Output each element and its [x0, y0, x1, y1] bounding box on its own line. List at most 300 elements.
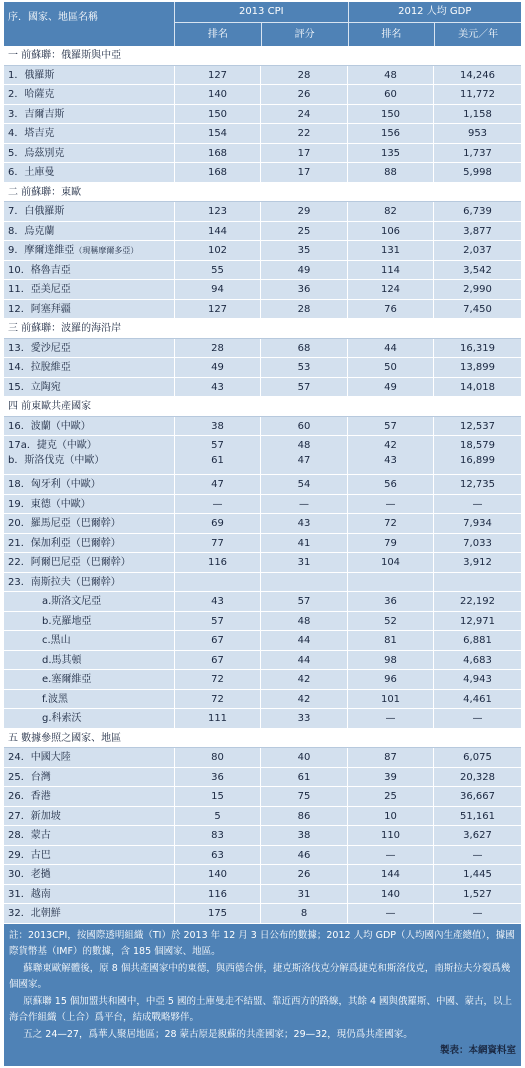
- cpi-rank-cell: 94: [175, 280, 261, 299]
- gdp-rank-cell: 110: [348, 826, 434, 845]
- row-name: 25．台灣: [8, 771, 51, 783]
- cpi-score-cell: 68: [261, 339, 348, 358]
- cpi-rank-cell: 47: [175, 475, 261, 494]
- gdp-value-cell: 12,537: [460, 420, 495, 432]
- gdp-rank-cell: 96: [348, 670, 434, 689]
- gdp-rank-cell: —: [348, 846, 434, 865]
- section-header: [4, 183, 521, 203]
- row-name-cell: [4, 163, 175, 182]
- cpi-rank-cell: 36: [175, 768, 261, 787]
- section-title: 四 前東歐共產國家: [8, 401, 92, 412]
- gdp-value-cell: 2,037: [463, 245, 492, 256]
- row-name: 27．新加坡: [8, 810, 61, 822]
- cpi-rank-cell: 154: [175, 124, 261, 143]
- gdp-value-cell: 3,627: [463, 830, 492, 841]
- cpi-score-cell: 43: [261, 514, 348, 533]
- table-row: [4, 358, 521, 378]
- cpi-score-cell: 22: [261, 124, 348, 143]
- cpi-rank-cell: 38: [175, 417, 261, 436]
- row-name-cell: [4, 495, 175, 514]
- gdp-value-cell: 1,445: [463, 869, 492, 880]
- cpi-score-cell: 42: [261, 670, 348, 689]
- table-row: [4, 846, 521, 866]
- gdp-rank-cell: 25: [348, 787, 434, 806]
- row-name-cell: [4, 417, 175, 436]
- table-row: [4, 807, 521, 827]
- gdp-value-cell: 1,527: [463, 888, 492, 900]
- row-name-cell: [4, 105, 175, 124]
- table-row: [4, 865, 521, 885]
- cpi-score-cell: 44: [261, 631, 348, 650]
- cpi-score-cell: 44: [261, 651, 348, 670]
- cpi-score-cell: 53: [261, 358, 348, 377]
- row-name-cell: [4, 358, 175, 377]
- gdp-value-cell: 7,033: [463, 537, 492, 549]
- cpi-rank-cell: 49: [175, 358, 261, 377]
- row-name: 30．老撾: [8, 869, 51, 880]
- cpi-score-cell: 17: [261, 144, 348, 163]
- row-name: 9．摩爾達維亞: [8, 245, 75, 256]
- gdp-value-cell: [434, 436, 521, 474]
- row-name: e.塞爾維亞: [42, 674, 92, 685]
- gdp-rank-cell: 60: [348, 85, 434, 104]
- table-row: [4, 300, 521, 320]
- cell-value: 16,899: [460, 455, 495, 466]
- table-row: [4, 436, 521, 475]
- section-header: [4, 319, 521, 339]
- gdp-rank-cell: 140: [348, 885, 434, 904]
- gdp-rank-cell: 57: [348, 417, 434, 436]
- cpi-score-cell: 49: [261, 261, 348, 280]
- gdp-rank-cell: 150: [348, 105, 434, 124]
- gdp-value-cell: 22,192: [460, 596, 495, 607]
- cpi-rank-cell: 67: [175, 631, 261, 650]
- gdp-value-cell: 20,328: [460, 771, 495, 783]
- cpi-rank-cell: [175, 436, 261, 474]
- row-name: b.克羅地亞: [42, 615, 92, 627]
- gdp-rank-cell: 101: [348, 690, 434, 709]
- cpi-rank-cell: 55: [175, 261, 261, 280]
- row-name: 13．愛沙尼亞: [8, 342, 71, 354]
- table-header: [4, 2, 521, 46]
- cpi-score-cell: 46: [261, 846, 348, 865]
- cpi-score-cell: 48: [261, 612, 348, 631]
- row-name: 12．阿塞拜疆: [8, 303, 71, 315]
- table-row: [4, 163, 521, 183]
- row-name-cell: [4, 748, 175, 767]
- cpi-rank-cell: 127: [175, 66, 261, 85]
- row-name-cell: [4, 300, 175, 319]
- cpi-rank-cell: 116: [175, 885, 261, 904]
- gdp-value-cell: 1,158: [463, 108, 492, 120]
- table-row: [4, 222, 521, 242]
- cpi-rank-cell: 144: [175, 222, 261, 241]
- table-row: [4, 144, 521, 164]
- table-row: [4, 553, 521, 573]
- row-name-cell: [4, 534, 175, 553]
- table-body: [4, 46, 521, 924]
- section-title: 一 前蘇聯：俄羅斯與中亞: [8, 50, 122, 61]
- cpi-rank-cell: 140: [175, 865, 261, 884]
- row-name-cell: [4, 378, 175, 397]
- row-name: d.馬其頓: [42, 654, 82, 666]
- note-line: 蘇聯東歐解體後，原 8 個共產國家中的東德，與西德合併，捷克斯洛伐克分解爲捷克和斯洛伐克，南斯拉夫分裂爲幾個國家。: [9, 962, 511, 990]
- gdp-rank-cell: 88: [348, 163, 434, 182]
- gdp-rank-cell: [348, 573, 434, 592]
- gdp-rank-cell: 124: [348, 280, 434, 299]
- row-name-cell: [4, 475, 175, 494]
- cpi-score-cell: 28: [261, 300, 348, 319]
- cpi-score-cell: 25: [261, 222, 348, 241]
- row-name-cell: [4, 670, 175, 689]
- row-name-cell: [4, 690, 175, 709]
- gdp-rank-cell: 39: [348, 768, 434, 787]
- row-name-cell: [4, 651, 175, 670]
- gdp-rank-cell: 87: [348, 748, 434, 767]
- row-name-cell: [4, 885, 175, 904]
- gdp-rank-cell: 135: [348, 144, 434, 163]
- gdp-value-cell: 1,737: [463, 147, 492, 159]
- cpi-rank-cell: 140: [175, 85, 261, 104]
- cpi-score-cell: 36: [261, 280, 348, 299]
- cpi-rank-cell: 72: [175, 690, 261, 709]
- row-name: 6．土庫曼: [8, 167, 55, 178]
- cpi-score-cell: 61: [261, 768, 348, 787]
- gdp-rank-cell: 44: [348, 339, 434, 358]
- gdp-value-cell: 6,739: [463, 206, 492, 217]
- table-row: [4, 417, 521, 437]
- gdp-rank-cell: 50: [348, 358, 434, 377]
- row-name: 4．塔吉克: [8, 128, 55, 139]
- row-name: 24．中國大陸: [8, 752, 71, 763]
- cpi-score-cell: 24: [261, 105, 348, 124]
- gdp-rank-cell: 49: [348, 378, 434, 397]
- table-credit: 製表：本網資料室: [439, 1045, 516, 1056]
- note-line: 原蘇聯 15 個加盟共和國中，中亞 5 國的土庫曼走不結盟、靠近西方的路線，其餘 4 國與俄羅斯、中國、蒙古，以上海合作組織（上合）爲平台，結成戰略夥伴。: [9, 995, 513, 1023]
- cpi-score-cell: [261, 573, 348, 592]
- gdp-rank-cell: 81: [348, 631, 434, 650]
- row-name: 14．拉脫維亞: [8, 362, 71, 373]
- row-name: f.波黑: [42, 693, 68, 705]
- table-row: [4, 651, 521, 671]
- row-name-cell: [4, 573, 175, 592]
- cpi-score-cell: 33: [261, 709, 348, 728]
- header-gdp-rank: 排名: [349, 23, 436, 46]
- gdp-rank-cell: 114: [348, 261, 434, 280]
- table-row: [4, 280, 521, 300]
- table-row: [4, 261, 521, 281]
- row-name-cell: [4, 807, 175, 826]
- row-name: 8．烏克蘭: [8, 225, 55, 237]
- gdp-rank-cell: 156: [348, 124, 434, 143]
- cpi-rank-cell: 43: [175, 592, 261, 611]
- header-cpi-rank: 排名: [175, 23, 262, 46]
- gdp-value-cell: 2,990: [463, 284, 492, 295]
- row-name: 20．羅馬尼亞（巴爾幹）: [8, 518, 121, 529]
- row-name: c.黑山: [42, 635, 71, 646]
- gdp-value-cell: —: [472, 713, 483, 724]
- cpi-rank-cell: 116: [175, 553, 261, 572]
- row-name-note: （現稱摩爾多亞）: [74, 246, 139, 255]
- row-name-cell: [4, 514, 175, 533]
- gdp-value-cell: 13,899: [460, 362, 495, 373]
- gdp-rank-cell: —: [348, 904, 434, 923]
- row-name: 28．蒙古: [8, 830, 51, 841]
- cpi-rank-cell: —: [175, 495, 261, 514]
- cpi-rank-cell: 67: [175, 651, 261, 670]
- data-table: [4, 2, 521, 1066]
- cpi-rank-cell: 63: [175, 846, 261, 865]
- table-row: [4, 690, 521, 710]
- cpi-score-cell: 31: [261, 553, 348, 572]
- table-row: [4, 202, 521, 222]
- cpi-rank-cell: 80: [175, 748, 261, 767]
- table-row: [4, 124, 521, 144]
- row-name: 16．波蘭（中歐）: [8, 420, 91, 432]
- gdp-value-cell: 6,881: [463, 635, 492, 646]
- cpi-rank-cell: 150: [175, 105, 261, 124]
- row-name: 15．立陶宛: [8, 381, 61, 393]
- gdp-rank-cell: 76: [348, 300, 434, 319]
- row-name: g.科索沃: [42, 713, 82, 724]
- row-name: 11．亞美尼亞: [8, 284, 71, 295]
- header-gdp-value: 美元／年: [458, 29, 499, 40]
- cpi-score-cell: 8: [261, 904, 348, 923]
- table-row: [4, 670, 521, 690]
- gdp-rank-cell: —: [348, 709, 434, 728]
- table-row: [4, 709, 521, 729]
- cpi-score-cell: 60: [261, 417, 348, 436]
- row-name-cell: [4, 865, 175, 884]
- row-name: 5．烏茲別克: [8, 147, 65, 159]
- row-name: 23．南斯拉夫（巴爾幹）: [8, 576, 121, 588]
- gdp-value-cell: 12,971: [460, 615, 495, 627]
- gdp-rank-cell: 131: [348, 241, 434, 260]
- table-row: [4, 885, 521, 905]
- table-row: [4, 495, 521, 515]
- row-name-cell: [4, 592, 175, 611]
- gdp-value-cell: [434, 573, 521, 592]
- gdp-value-cell: —: [472, 498, 483, 510]
- row-name-cell: [4, 202, 175, 221]
- row-name-cell: [4, 124, 175, 143]
- row-name: 18．匈牙利（中歐）: [8, 479, 101, 490]
- row-name-cell: [4, 241, 175, 260]
- notes-box: [4, 924, 521, 1066]
- cpi-score-cell: 75: [261, 787, 348, 806]
- cpi-rank-cell: 168: [175, 144, 261, 163]
- row-name: 26．香港: [8, 791, 51, 802]
- cpi-score-cell: 17: [261, 163, 348, 182]
- gdp-value-cell: 7,450: [463, 303, 492, 315]
- cpi-score-cell: 42: [261, 690, 348, 709]
- row-name-cell: [4, 85, 175, 104]
- table-row: [4, 514, 521, 534]
- table-row: [4, 768, 521, 788]
- gdp-value-cell: 11,772: [460, 89, 495, 100]
- table-row: [4, 66, 521, 86]
- gdp-value-cell: 12,735: [460, 479, 495, 490]
- section-title: 二 前蘇聯：東歐: [8, 186, 82, 198]
- cpi-rank-cell: 168: [175, 163, 261, 182]
- cpi-score-cell: 54: [261, 475, 348, 494]
- row-name-cell: [4, 280, 175, 299]
- row-name-cell: [4, 612, 175, 631]
- row-name: a.斯洛文尼亞: [42, 596, 102, 607]
- table-row: [4, 534, 521, 554]
- gdp-value-cell: 36,667: [460, 791, 495, 802]
- gdp-value-cell: 3,542: [463, 264, 492, 276]
- cell-value: 57: [211, 440, 224, 451]
- row-name-cell: [4, 826, 175, 845]
- table-row: [4, 573, 521, 593]
- cpi-rank-cell: 43: [175, 378, 261, 397]
- gdp-value-cell: 7,934: [463, 518, 492, 529]
- header-cpi-group: [175, 2, 349, 46]
- cpi-rank-cell: 72: [175, 670, 261, 689]
- cpi-rank-cell: 77: [175, 534, 261, 553]
- row-name: 7．白俄羅斯: [8, 206, 65, 217]
- gdp-rank-cell: 106: [348, 222, 434, 241]
- gdp-value-cell: 51,161: [460, 810, 495, 822]
- row-name: 22．阿爾巴尼亞（巴爾幹）: [8, 557, 131, 568]
- row-name: 3．吉爾吉斯: [8, 108, 65, 120]
- row-name-cell: [4, 904, 175, 923]
- cpi-score-cell: 26: [261, 865, 348, 884]
- section-title: 五 數據參照之國家、地區: [8, 732, 122, 744]
- gdp-value-cell: 3,877: [463, 225, 492, 237]
- gdp-rank-cell: 72: [348, 514, 434, 533]
- cpi-rank-cell: 123: [175, 202, 261, 221]
- table-row: [4, 631, 521, 651]
- table-row: [4, 105, 521, 125]
- table-row: [4, 787, 521, 807]
- row-name: 2．哈薩克: [8, 89, 55, 100]
- table-row: [4, 826, 521, 846]
- row-name: 21．保加利亞（巴爾幹）: [8, 537, 121, 549]
- table-row: [4, 904, 521, 924]
- cpi-score-cell: 26: [261, 85, 348, 104]
- cpi-score-cell: 38: [261, 826, 348, 845]
- header-gdp-title: 2012 人均 GDP: [349, 2, 522, 23]
- row-name-cell: [4, 144, 175, 163]
- section-title: 三 前蘇聯：波羅的海沿岸: [8, 323, 122, 334]
- cpi-rank-cell: 5: [175, 807, 261, 826]
- row-name: 29．古巴: [8, 849, 51, 861]
- gdp-rank-cell: [348, 436, 434, 474]
- cpi-rank-cell: 102: [175, 241, 261, 260]
- row-name-cell: [4, 66, 175, 85]
- cpi-rank-cell: [175, 573, 261, 592]
- row-name-cell: [4, 222, 175, 241]
- cpi-rank-cell: 69: [175, 514, 261, 533]
- cpi-score-cell: 29: [261, 202, 348, 221]
- row-name: 31．越南: [8, 888, 51, 900]
- cell-value: 18,579: [460, 440, 495, 451]
- row-name-cell: [4, 768, 175, 787]
- cpi-rank-cell: 175: [175, 904, 261, 923]
- gdp-value-cell: 4,943: [463, 674, 492, 685]
- row-name: 10．格魯吉亞: [8, 264, 71, 276]
- gdp-value-cell: —: [472, 849, 483, 861]
- cpi-score-cell: —: [261, 495, 348, 514]
- gdp-value-cell: 14,246: [460, 69, 495, 81]
- cell-value: 43: [384, 455, 397, 466]
- gdp-rank-cell: 82: [348, 202, 434, 221]
- table-row: [4, 592, 521, 612]
- row-name: 32．北朝鮮: [8, 908, 61, 919]
- gdp-value-cell: 3,912: [463, 557, 492, 568]
- cell-value: 47: [297, 455, 311, 466]
- cpi-score-cell: 31: [261, 885, 348, 904]
- row-name-cell: [4, 339, 175, 358]
- section-header: [4, 729, 521, 749]
- gdp-value-cell: 5,998: [463, 167, 492, 178]
- gdp-rank-cell: 52: [348, 612, 434, 631]
- gdp-rank-cell: 36: [348, 592, 434, 611]
- table-row: [4, 475, 521, 495]
- row-name: b．斯洛伐克（中歐）: [8, 455, 105, 466]
- table-row: [4, 339, 521, 359]
- table-row: [4, 612, 521, 632]
- gdp-value-cell: 16,319: [460, 342, 495, 354]
- table-row: [4, 85, 521, 105]
- gdp-value-cell: 14,018: [460, 381, 495, 393]
- cpi-rank-cell: 28: [175, 339, 261, 358]
- note-line: 五之 24—27，爲華人聚居地區；28 蒙古原是親蘇的共產國家；29—32，現仍爲共產國家。: [23, 1028, 413, 1040]
- row-name-cell: [4, 709, 175, 728]
- cpi-score-cell: 57: [261, 378, 348, 397]
- row-name-cell: [4, 631, 175, 650]
- cpi-score-cell: 40: [261, 748, 348, 767]
- gdp-rank-cell: 48: [348, 66, 434, 85]
- gdp-rank-cell: —: [348, 495, 434, 514]
- row-name-cell: [4, 787, 175, 806]
- gdp-rank-cell: 98: [348, 651, 434, 670]
- header-gdp-group: [349, 2, 522, 46]
- header-cpi-score: 評分: [294, 29, 315, 40]
- cpi-rank-cell: 83: [175, 826, 261, 845]
- table-row: [4, 378, 521, 398]
- cpi-score-cell: 57: [261, 592, 348, 611]
- gdp-rank-cell: 56: [348, 475, 434, 494]
- cpi-score-cell: 86: [261, 807, 348, 826]
- cpi-score-cell: [261, 436, 348, 474]
- gdp-value-cell: —: [472, 908, 483, 919]
- table-row: [4, 748, 521, 768]
- row-name: 17a．捷克（中歐）: [8, 440, 97, 451]
- header-cpi-title: 2013 CPI: [175, 2, 348, 23]
- table-row: [4, 241, 521, 261]
- gdp-rank-cell: 10: [348, 807, 434, 826]
- row-name-cell: [4, 846, 175, 865]
- row-name-cell: [4, 261, 175, 280]
- cpi-rank-cell: 127: [175, 300, 261, 319]
- gdp-rank-cell: 79: [348, 534, 434, 553]
- cpi-score-cell: 35: [261, 241, 348, 260]
- gdp-rank-cell: 104: [348, 553, 434, 572]
- note-line: 註：2013CPI，按國際透明組織（TI）於 2013 年 12 月 3 日公布的數據；2012 人均 GDP（人均國內生產總值），據國際貨幣基（IMF）的數據，含 185 個國家、地區。: [9, 929, 515, 957]
- row-name-cell: [4, 436, 175, 474]
- row-name-cell: [4, 553, 175, 572]
- row-name: 1．俄羅斯: [8, 69, 55, 81]
- cpi-rank-cell: 111: [175, 709, 261, 728]
- gdp-value-cell: 953: [467, 128, 488, 139]
- gdp-rank-cell: 144: [348, 865, 434, 884]
- section-header: [4, 46, 521, 66]
- gdp-value-cell: 4,683: [463, 654, 492, 666]
- cell-value: 48: [297, 440, 311, 451]
